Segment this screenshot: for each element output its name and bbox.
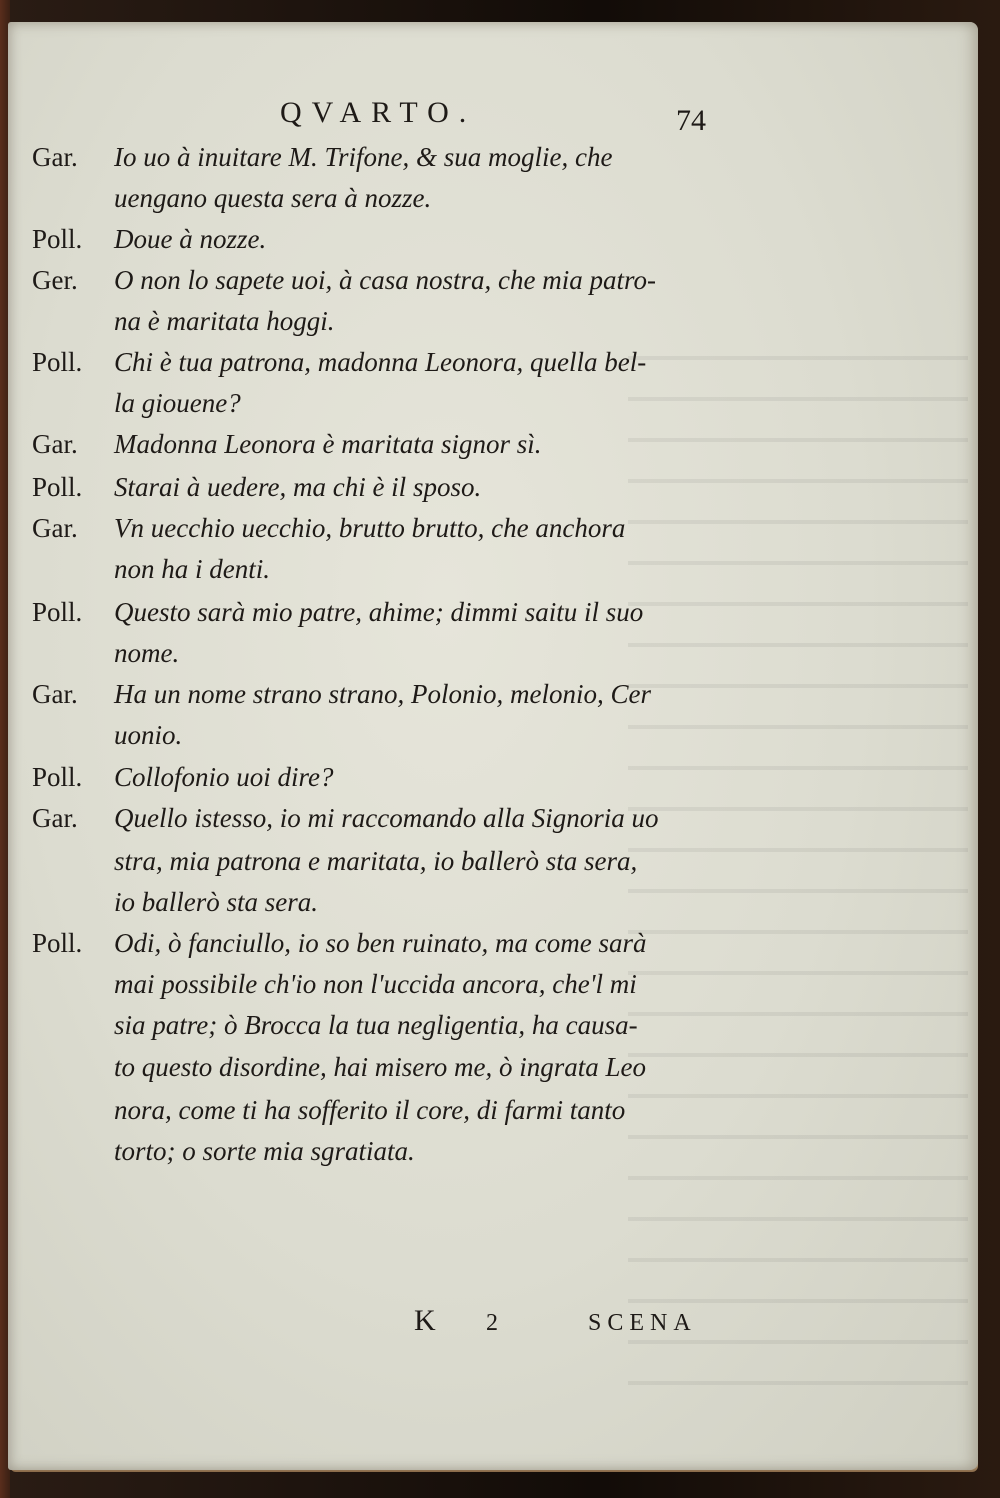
- page-number: 74: [676, 104, 706, 137]
- dialogue-line: Chi è tua patrona, madonna Leonora, quella bel-: [114, 347, 647, 377]
- signature-mark: K: [414, 1304, 436, 1337]
- dialogue-line: uengano questa sera à nozze.: [114, 183, 432, 213]
- speaker-label: Poll.: [32, 472, 83, 502]
- speaker-label: Gar.: [32, 429, 78, 459]
- running-header: [280, 96, 730, 136]
- dialogue-line: na è maritata hoggi.: [114, 306, 335, 336]
- dialogue-line: Io uo à inuitare M. Trifone, & sua moglie, che: [114, 142, 613, 172]
- speaker-label: Poll.: [32, 224, 83, 254]
- running-title: QVARTO.: [280, 96, 477, 129]
- dialogue-line: la giouene?: [114, 388, 241, 418]
- dialogue-line: Questo sarà mio patre, ahime; dimmi saitu il suo: [114, 597, 644, 627]
- speaker-label: Poll.: [32, 597, 83, 627]
- speaker-label: Ger.: [32, 265, 78, 295]
- dialogue-line: stra, mia patrona e maritata, io ballerò sta sera,: [114, 846, 638, 876]
- dialogue-line: Starai à uedere, ma chi è il sposo.: [114, 472, 482, 502]
- speaker-label: Gar.: [32, 679, 78, 709]
- speaker-label: Gar.: [32, 513, 78, 543]
- dialogue-line: Collofonio uoi dire?: [114, 762, 334, 792]
- dialogue-line: io ballerò sta sera.: [114, 887, 319, 917]
- dialogue-line: non ha i denti.: [114, 554, 270, 584]
- dialogue-line: torto; o sorte mia sgratiata.: [114, 1136, 415, 1166]
- dialogue-line: Quello istesso, io mi raccomando alla Signoria uo: [114, 803, 659, 833]
- catchword: SCENA: [588, 1310, 697, 1336]
- dialogue-line: nora, come ti ha sofferito il core, di farmi tanto: [114, 1095, 626, 1125]
- dialogue-line: Odi, ò fanciullo, io so ben ruinato, ma come sarà: [114, 928, 647, 958]
- signature-number: 2: [486, 1310, 498, 1336]
- dialogue-line: to questo disordine, hai misero me, ò ingrata Leo: [114, 1052, 646, 1082]
- dialogue-line: mai possibile ch'io non l'uccida ancora, che'l mi: [114, 969, 637, 999]
- dialogue-line: Vn uecchio uecchio, brutto brutto, che anchora: [114, 513, 626, 543]
- dialogue-line: sia patre; ò Brocca la tua negligentia, ha causa-: [114, 1010, 638, 1040]
- dialogue-line: nome.: [114, 638, 180, 668]
- speaker-label: Poll.: [32, 928, 83, 958]
- dialogue-line: Ha un nome strano strano, Polonio, melonio, Cer: [114, 679, 651, 709]
- speaker-label: Gar.: [32, 803, 78, 833]
- dialogue-line: uonio.: [114, 720, 183, 750]
- speaker-label: Poll.: [32, 347, 83, 377]
- dialogue-line: Madonna Leonora è maritata signor sì.: [114, 429, 542, 459]
- speaker-label: Poll.: [32, 762, 83, 792]
- dialogue-line: O non lo sapete uoi, à casa nostra, che mia patro-: [114, 265, 656, 295]
- dialogue-line: Doue à nozze.: [114, 224, 267, 254]
- speaker-label: Gar.: [32, 142, 78, 172]
